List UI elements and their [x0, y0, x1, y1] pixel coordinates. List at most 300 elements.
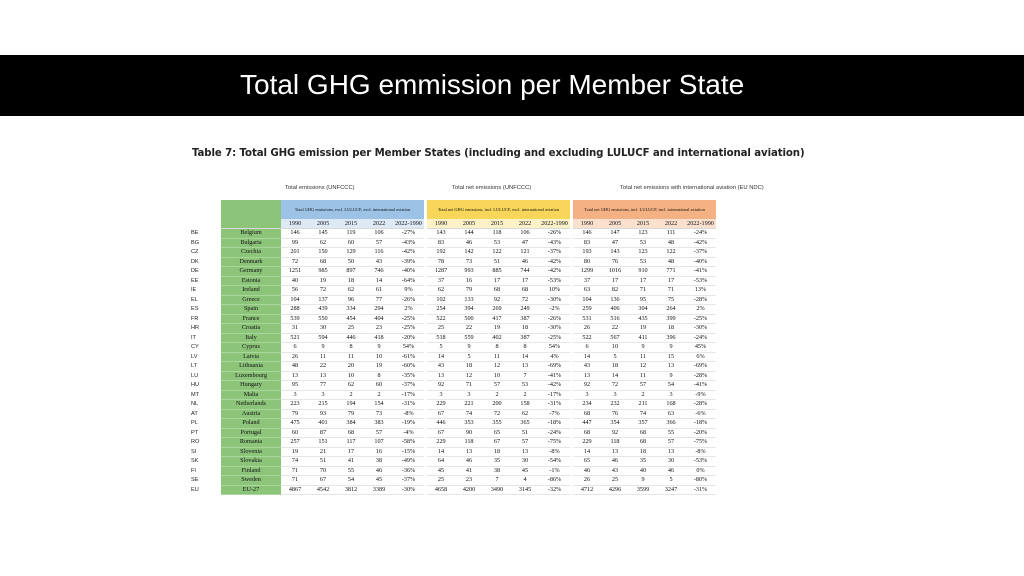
- change-cell: 4%: [539, 352, 570, 362]
- value-cell: 133: [455, 295, 483, 305]
- value-cell: 559: [455, 333, 483, 343]
- change-cell: -37%: [685, 248, 716, 258]
- value-cell: 521: [281, 333, 309, 343]
- change-cell: -18%: [539, 419, 570, 429]
- value-cell: 23: [365, 324, 393, 334]
- value-cell: 158: [511, 400, 539, 410]
- table-row: [191, 229, 716, 239]
- country-code: RO: [191, 439, 200, 446]
- value-cell: 99: [281, 238, 309, 248]
- value-cell: 68: [309, 257, 337, 267]
- value-cell: 104: [573, 295, 601, 305]
- country-code: EU: [191, 486, 199, 493]
- value-cell: 147: [601, 229, 629, 239]
- country-name: France: [221, 314, 281, 324]
- value-cell: 118: [601, 438, 629, 448]
- table-row: [191, 257, 716, 267]
- value-cell: 11: [309, 352, 337, 362]
- change-cell: -41%: [539, 371, 570, 381]
- value-cell: 41: [455, 466, 483, 476]
- value-cell: 447: [573, 419, 601, 429]
- change-cell: -17%: [539, 390, 570, 400]
- value-cell: 19: [629, 324, 657, 334]
- value-cell: 71: [455, 381, 483, 391]
- year-header-row: [191, 219, 716, 229]
- value-cell: 435: [629, 314, 657, 324]
- value-cell: 73: [365, 409, 393, 419]
- value-cell: 13: [601, 447, 629, 457]
- country-code: SK: [191, 458, 199, 465]
- emissions-table-container: [191, 200, 716, 495]
- country-code: EL: [191, 296, 198, 303]
- country-code: MT: [191, 391, 200, 398]
- value-cell: 771: [657, 267, 685, 277]
- change-cell: -61%: [393, 352, 424, 362]
- country-code: AT: [191, 410, 198, 417]
- value-cell: 18: [511, 324, 539, 334]
- value-cell: 365: [511, 419, 539, 429]
- change-cell: 9%: [393, 286, 424, 296]
- year-header: 2005: [455, 219, 483, 229]
- value-cell: 74: [281, 457, 309, 467]
- change-cell: -20%: [685, 428, 716, 438]
- change-cell: -4%: [393, 428, 424, 438]
- value-cell: 229: [573, 438, 601, 448]
- value-cell: 87: [309, 428, 337, 438]
- value-cell: 7: [483, 476, 511, 486]
- country-name: Finland: [221, 466, 281, 476]
- table-row: [191, 352, 716, 362]
- value-cell: 11: [629, 371, 657, 381]
- value-cell: 15: [657, 352, 685, 362]
- change-cell: -42%: [685, 238, 716, 248]
- value-cell: 40: [281, 276, 309, 286]
- table-row: [191, 466, 716, 476]
- value-cell: 11: [483, 352, 511, 362]
- value-cell: 4867: [281, 485, 309, 495]
- change-cell: -37%: [393, 381, 424, 391]
- value-cell: 17: [337, 447, 365, 457]
- value-cell: 3145: [511, 485, 539, 495]
- value-cell: 146: [281, 229, 309, 239]
- value-cell: 5: [601, 352, 629, 362]
- country-name: Estonia: [221, 276, 281, 286]
- value-cell: 594: [309, 333, 337, 343]
- value-cell: 111: [657, 229, 685, 239]
- country-code: LT: [191, 363, 198, 370]
- value-cell: 45: [427, 466, 455, 476]
- country-name: Portugal: [221, 428, 281, 438]
- value-cell: 117: [337, 438, 365, 448]
- value-cell: 269: [483, 305, 511, 315]
- value-cell: 12: [483, 362, 511, 372]
- change-cell: -7%: [539, 409, 570, 419]
- country-name: Lithuania: [221, 362, 281, 372]
- year-header: 2015: [337, 219, 365, 229]
- value-cell: 35: [483, 457, 511, 467]
- group-header-total: Total GHG emissions, excl. LULUCF, excl. international aviation: [281, 200, 424, 219]
- value-cell: 136: [601, 295, 629, 305]
- value-cell: 19: [365, 362, 393, 372]
- value-cell: 63: [657, 409, 685, 419]
- change-cell: -28%: [685, 295, 716, 305]
- value-cell: 106: [511, 229, 539, 239]
- table-row: [191, 314, 716, 324]
- country-name: Luxembourg: [221, 371, 281, 381]
- value-cell: 223: [281, 400, 309, 410]
- emissions-table: [191, 200, 716, 495]
- value-cell: 516: [601, 314, 629, 324]
- country-name: EU-27: [221, 485, 281, 495]
- value-cell: 399: [657, 314, 685, 324]
- value-cell: 62: [337, 286, 365, 296]
- change-cell: 54%: [539, 343, 570, 353]
- year-header: 1990: [427, 219, 455, 229]
- slide-title: Total GHG emmission per Member State: [240, 69, 745, 100]
- change-cell: -20%: [393, 333, 424, 343]
- value-cell: 78: [427, 257, 455, 267]
- table-row: [191, 476, 716, 486]
- value-cell: 150: [309, 248, 337, 258]
- change-cell: -40%: [685, 257, 716, 267]
- value-cell: 122: [483, 248, 511, 258]
- value-cell: 46: [511, 257, 539, 267]
- change-cell: -42%: [539, 267, 570, 277]
- value-cell: 897: [337, 267, 365, 277]
- value-cell: 67: [427, 428, 455, 438]
- country-name: Latvia: [221, 352, 281, 362]
- value-cell: 62: [309, 238, 337, 248]
- change-cell: -37%: [393, 476, 424, 486]
- country-code: PT: [191, 429, 199, 436]
- value-cell: 17: [511, 276, 539, 286]
- country-name: Austria: [221, 409, 281, 419]
- value-cell: 13: [511, 447, 539, 457]
- value-cell: 18: [455, 362, 483, 372]
- value-cell: 354: [601, 419, 629, 429]
- value-cell: 404: [365, 314, 393, 324]
- change-cell: 10%: [539, 286, 570, 296]
- change-cell: -64%: [393, 276, 424, 286]
- value-cell: 62: [427, 286, 455, 296]
- year-header: 2005: [601, 219, 629, 229]
- value-cell: 22: [309, 362, 337, 372]
- value-cell: 16: [455, 276, 483, 286]
- value-cell: 550: [309, 314, 337, 324]
- value-cell: 119: [337, 229, 365, 239]
- value-cell: 19: [309, 276, 337, 286]
- value-cell: 26: [573, 476, 601, 486]
- change-cell: -31%: [393, 400, 424, 410]
- country-code: IE: [191, 287, 197, 294]
- change-cell: -30%: [539, 295, 570, 305]
- value-cell: 249: [511, 305, 539, 315]
- value-cell: 12: [629, 362, 657, 372]
- value-cell: 72: [281, 257, 309, 267]
- country-code: LU: [191, 372, 199, 379]
- table-row: [191, 438, 716, 448]
- change-cell: -1%: [539, 466, 570, 476]
- value-cell: 13: [573, 371, 601, 381]
- value-cell: 17: [629, 276, 657, 286]
- value-cell: 46: [455, 457, 483, 467]
- value-cell: 20: [337, 362, 365, 372]
- value-cell: 48: [657, 238, 685, 248]
- value-cell: 383: [365, 419, 393, 429]
- value-cell: 746: [365, 267, 393, 277]
- value-cell: 45: [365, 476, 393, 486]
- value-cell: 144: [455, 229, 483, 239]
- value-cell: 10: [483, 371, 511, 381]
- value-cell: 68: [629, 438, 657, 448]
- value-cell: 80: [573, 257, 601, 267]
- change-cell: -6%: [685, 409, 716, 419]
- value-cell: 229: [427, 438, 455, 448]
- change-cell: 6%: [685, 352, 716, 362]
- value-cell: 26: [573, 324, 601, 334]
- change-cell: -31%: [539, 400, 570, 410]
- value-cell: 72: [511, 295, 539, 305]
- value-cell: 4: [511, 476, 539, 486]
- value-cell: 54: [657, 381, 685, 391]
- group-header-net: Total net GHG emissions, incl. LULUCF, excl. international aviation: [427, 200, 570, 219]
- value-cell: 387: [511, 333, 539, 343]
- change-cell: -30%: [685, 324, 716, 334]
- group-header-aviation: Total net GHG emissions, incl. LULUCF, incl. international aviation: [573, 200, 716, 219]
- change-cell: -25%: [539, 333, 570, 343]
- change-cell: -42%: [539, 381, 570, 391]
- value-cell: 30: [511, 457, 539, 467]
- value-cell: 37: [573, 276, 601, 286]
- value-cell: 53: [483, 238, 511, 248]
- value-cell: 168: [657, 400, 685, 410]
- country-name: Denmark: [221, 257, 281, 267]
- value-cell: 13: [281, 371, 309, 381]
- value-cell: 95: [281, 381, 309, 391]
- value-cell: 65: [573, 457, 601, 467]
- value-cell: 401: [309, 419, 337, 429]
- value-cell: 118: [455, 438, 483, 448]
- change-cell: -36%: [393, 466, 424, 476]
- value-cell: 129: [337, 248, 365, 258]
- value-cell: 446: [337, 333, 365, 343]
- value-cell: 14: [427, 352, 455, 362]
- value-cell: 14: [601, 371, 629, 381]
- value-cell: 19: [483, 324, 511, 334]
- value-cell: 48: [657, 257, 685, 267]
- change-cell: 54%: [393, 343, 424, 353]
- value-cell: 9: [455, 343, 483, 353]
- change-cell: -49%: [393, 457, 424, 467]
- change-cell: 0%: [685, 466, 716, 476]
- change-cell: -30%: [539, 324, 570, 334]
- value-cell: 14: [511, 352, 539, 362]
- value-cell: 406: [601, 305, 629, 315]
- value-cell: 145: [309, 229, 337, 239]
- value-cell: 83: [573, 238, 601, 248]
- change-cell: -24%: [539, 428, 570, 438]
- value-cell: 9: [365, 343, 393, 353]
- value-cell: 53: [511, 381, 539, 391]
- country-code: CZ: [191, 249, 199, 256]
- year-header: 2022-1990: [539, 219, 570, 229]
- value-cell: 41: [337, 457, 365, 467]
- value-cell: 107: [365, 438, 393, 448]
- value-cell: 1287: [427, 267, 455, 277]
- value-cell: 17: [601, 276, 629, 286]
- value-cell: 259: [573, 305, 601, 315]
- country-name: Slovakia: [221, 457, 281, 467]
- change-cell: -86%: [539, 476, 570, 486]
- value-cell: 57: [629, 381, 657, 391]
- value-cell: 73: [455, 257, 483, 267]
- value-cell: 13: [657, 447, 685, 457]
- country-code: EE: [191, 277, 199, 284]
- value-cell: 2: [511, 390, 539, 400]
- change-cell: -69%: [539, 362, 570, 372]
- value-cell: 475: [281, 419, 309, 429]
- change-cell: -42%: [539, 257, 570, 267]
- value-cell: 146: [573, 229, 601, 239]
- value-cell: 72: [483, 409, 511, 419]
- value-cell: 8: [511, 343, 539, 353]
- value-cell: 19: [281, 447, 309, 457]
- value-cell: 3: [657, 390, 685, 400]
- value-cell: 30: [309, 324, 337, 334]
- value-cell: 55: [657, 428, 685, 438]
- value-cell: 4296: [601, 485, 629, 495]
- value-cell: 13: [511, 362, 539, 372]
- value-cell: 96: [337, 295, 365, 305]
- value-cell: 57: [365, 238, 393, 248]
- value-cell: 1251: [281, 267, 309, 277]
- country-code: HR: [191, 325, 200, 332]
- value-cell: 18: [483, 447, 511, 457]
- title-banner: [0, 55, 1024, 116]
- value-cell: 3: [455, 390, 483, 400]
- group-label-aviation: Total net emissions with international aviation (EU NDC): [620, 185, 764, 191]
- value-cell: 62: [337, 381, 365, 391]
- value-cell: 4542: [309, 485, 337, 495]
- value-cell: 51: [511, 428, 539, 438]
- value-cell: 93: [309, 409, 337, 419]
- value-cell: 8: [365, 371, 393, 381]
- change-cell: -28%: [685, 371, 716, 381]
- value-cell: 5: [427, 343, 455, 353]
- change-cell: -27%: [393, 229, 424, 239]
- change-cell: -17%: [393, 390, 424, 400]
- change-cell: -8%: [539, 447, 570, 457]
- value-cell: 9: [629, 476, 657, 486]
- value-cell: 68: [573, 409, 601, 419]
- country-name: Germany: [221, 267, 281, 277]
- value-cell: 567: [601, 333, 629, 343]
- change-cell: 45%: [685, 343, 716, 353]
- value-cell: 40: [629, 466, 657, 476]
- value-cell: 454: [337, 314, 365, 324]
- year-header: 2015: [629, 219, 657, 229]
- change-cell: -75%: [539, 438, 570, 448]
- group-label-net: Total net emissions (UNFCCC): [452, 185, 532, 191]
- country-code: FI: [191, 467, 196, 474]
- value-cell: 211: [629, 400, 657, 410]
- value-cell: 143: [427, 229, 455, 239]
- value-cell: 13: [455, 447, 483, 457]
- change-cell: -8%: [393, 409, 424, 419]
- value-cell: 151: [309, 438, 337, 448]
- value-cell: 3: [573, 390, 601, 400]
- change-cell: -24%: [685, 333, 716, 343]
- change-cell: 2%: [685, 305, 716, 315]
- value-cell: 106: [365, 229, 393, 239]
- value-cell: 411: [629, 333, 657, 343]
- year-header: 2005: [309, 219, 337, 229]
- value-cell: 14: [427, 447, 455, 457]
- table-row: [191, 286, 716, 296]
- value-cell: 194: [337, 400, 365, 410]
- value-cell: 82: [601, 286, 629, 296]
- value-cell: 417: [483, 314, 511, 324]
- change-cell: -26%: [539, 314, 570, 324]
- change-cell: -24%: [685, 229, 716, 239]
- value-cell: 396: [657, 333, 685, 343]
- change-cell: -26%: [539, 229, 570, 239]
- country-name: Poland: [221, 419, 281, 429]
- value-cell: 25: [337, 324, 365, 334]
- value-cell: 384: [337, 419, 365, 429]
- value-cell: 60: [337, 238, 365, 248]
- table-row: [191, 295, 716, 305]
- value-cell: 31: [281, 324, 309, 334]
- value-cell: 254: [427, 305, 455, 315]
- value-cell: 79: [281, 409, 309, 419]
- value-cell: 500: [455, 314, 483, 324]
- value-cell: 234: [573, 400, 601, 410]
- group-header-row: [191, 200, 716, 219]
- value-cell: 11: [337, 352, 365, 362]
- value-cell: 1016: [601, 267, 629, 277]
- country-name: Bulgaria: [221, 238, 281, 248]
- value-cell: 439: [309, 305, 337, 315]
- country-code: BE: [191, 230, 199, 237]
- country-name: Italy: [221, 333, 281, 343]
- value-cell: 8: [483, 343, 511, 353]
- value-cell: 51: [309, 457, 337, 467]
- year-header: 2022-1990: [393, 219, 424, 229]
- value-cell: 13: [657, 362, 685, 372]
- value-cell: 38: [483, 466, 511, 476]
- change-cell: -26%: [393, 295, 424, 305]
- value-cell: 9: [629, 343, 657, 353]
- value-cell: 37: [427, 276, 455, 286]
- value-cell: 11: [629, 352, 657, 362]
- value-cell: 83: [427, 238, 455, 248]
- value-cell: 122: [657, 248, 685, 258]
- value-cell: 51: [483, 257, 511, 267]
- value-cell: 53: [629, 257, 657, 267]
- value-cell: 53: [629, 238, 657, 248]
- change-cell: -35%: [393, 371, 424, 381]
- value-cell: 2: [483, 390, 511, 400]
- value-cell: 55: [337, 466, 365, 476]
- table-row: [191, 409, 716, 419]
- value-cell: 70: [309, 466, 337, 476]
- value-cell: 68: [573, 428, 601, 438]
- value-cell: 46: [657, 466, 685, 476]
- country-code: SI: [191, 448, 197, 455]
- value-cell: 35: [629, 457, 657, 467]
- value-cell: 121: [511, 248, 539, 258]
